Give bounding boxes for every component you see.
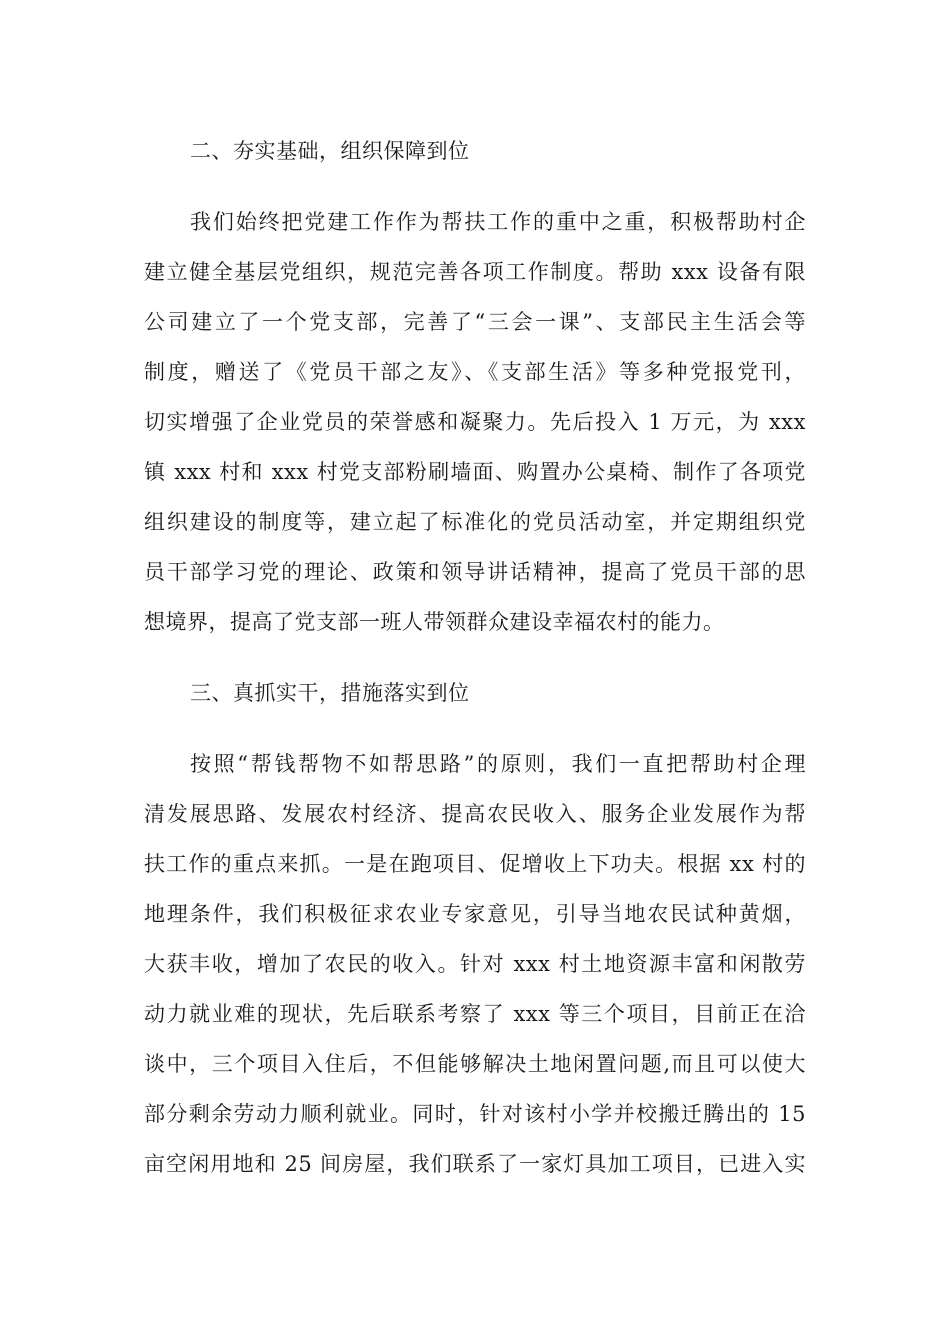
paragraph-line: 想境界，提高了党支部一班人带领群众建设幸福农村的能力。	[144, 610, 725, 634]
paragraph-line: 组织建设的制度等，建立起了标准化的党员活动室，并定期组织党	[144, 510, 806, 534]
paragraph-line: 部分剩余劳动力顺利就业。同时，针对该村小学并校搬迁腾出的 15	[144, 1102, 806, 1126]
paragraph-line: 清发展思路、发展农村经济、提高农民收入、服务企业发展作为帮	[144, 802, 806, 826]
paragraph-line: 地理条件，我们积极征求农业专家意见，引导当地农民试种黄烟，	[144, 902, 806, 926]
paragraph-line: 按照“帮钱帮物不如帮思路”的原则，我们一直把帮助村企理	[190, 752, 806, 776]
paragraph-line: 员干部学习党的理论、政策和领导讲话精神，提高了党员干部的思	[144, 560, 806, 584]
paragraph-line: 大获丰收，增加了农民的收入。针对 xxx 村土地资源丰富和闲散劳	[144, 952, 806, 976]
paragraph-line: 扶工作的重点来抓。一是在跑项目、促增收上下功夫。根据 xx 村的	[144, 852, 806, 876]
paragraph-line: 建立健全基层党组织，规范完善各项工作制度。帮助 xxx 设备有限	[144, 260, 806, 284]
paragraph-line: 公司建立了一个党支部，完善了“三会一课”、支部民主生活会等	[144, 310, 806, 334]
paragraph-line: 镇 xxx 村和 xxx 村党支部粉刷墙面、购置办公桌椅、制作了各项党	[144, 460, 806, 484]
paragraph-line: 亩空闲用地和 25 间房屋，我们联系了一家灯具加工项目，已进入实	[144, 1152, 806, 1176]
paragraph-line: 制度，赠送了《党员干部之友》、《支部生活》等多种党报党刊，	[144, 360, 806, 384]
paragraph-line: 我们始终把党建工作作为帮扶工作的重中之重，积极帮助村企	[190, 210, 806, 234]
section-heading-2: 二、夯实基础，组织保障到位	[190, 139, 470, 163]
paragraph-line: 动力就业难的现状，先后联系考察了 xxx 等三个项目，目前正在洽	[144, 1002, 806, 1026]
section-heading-3: 三、真抓实干，措施落实到位	[190, 681, 470, 705]
paragraph-line: 谈中，三个项目入住后，不但能够解决土地闲置问题,而且可以使大	[144, 1052, 806, 1076]
paragraph-line: 切实增强了企业党员的荣誉感和凝聚力。先后投入 1 万元，为 xxx	[144, 410, 806, 434]
